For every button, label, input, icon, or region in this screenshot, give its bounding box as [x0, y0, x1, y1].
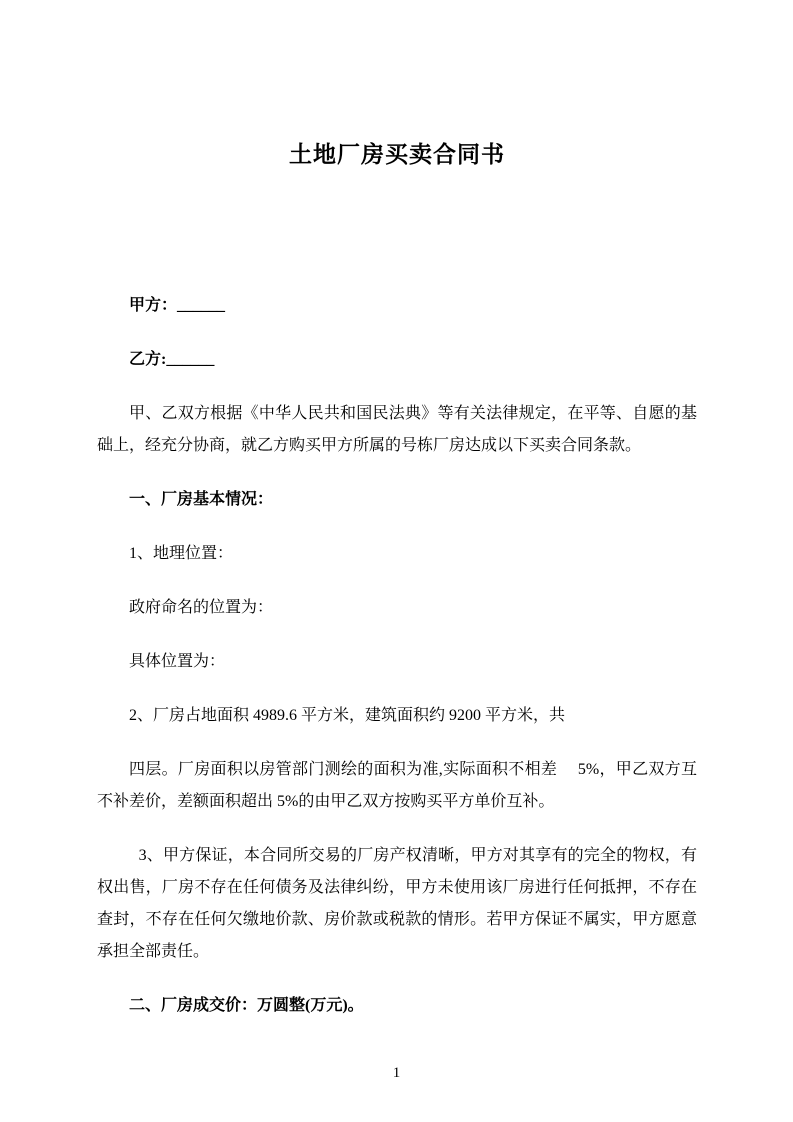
item1-location-heading: 1、地理位置：: [129, 545, 234, 562]
party-a-label: 甲方：: [129, 297, 178, 314]
section2-heading: 二、厂房成交价：万圆整(万元)。: [129, 997, 364, 1014]
section1-heading: 一、厂房基本情况：: [129, 491, 274, 508]
item2-area-paragraph: 2、厂房占地面积 4989.6 平方米，建筑面积约 9200 平方米，共: [129, 707, 566, 724]
party-b-label: 乙方:: [129, 351, 167, 368]
party-b-blank: ______: [166, 351, 215, 368]
item2-area-continuation: 四层。厂房面积以房管部门测绘的面积为准,实际面积不相差 5%，甲乙双方互不补差价，差额面积超出 5%的由甲乙双方按购买平方单价互补。: [97, 761, 697, 810]
party-b-line: [97, 344, 697, 376]
specific-location-line: 具体位置为：: [129, 653, 226, 670]
government-location-line: 政府命名的位置为：: [129, 599, 274, 616]
document-title: 土地厂房买卖合同书: [289, 142, 505, 167]
intro-paragraph: 甲、乙双方根据《中华人民共和国民法典》等有关法律规定，在平等、自愿的基础上，经充分协商，就乙方购买甲方所属的号栋厂房达成以下买卖合同条款。: [97, 405, 697, 454]
item3-guarantee-paragraph: 3、甲方保证，本合同所交易的厂房产权清晰，甲方对其享有的完全的物权，有权出售，厂房不存在任何债务及法律纠纷，甲方未使用该厂房进行任何抵押，不存在查封，不存在任何欠缴地价款、房价款或税款的情形。若甲方保证不属实，甲方愿意承担全部责任。: [97, 847, 697, 960]
party-a-blank: ______: [177, 297, 226, 314]
page-number: 1: [392, 1065, 401, 1081]
party-a-line: [97, 290, 697, 322]
